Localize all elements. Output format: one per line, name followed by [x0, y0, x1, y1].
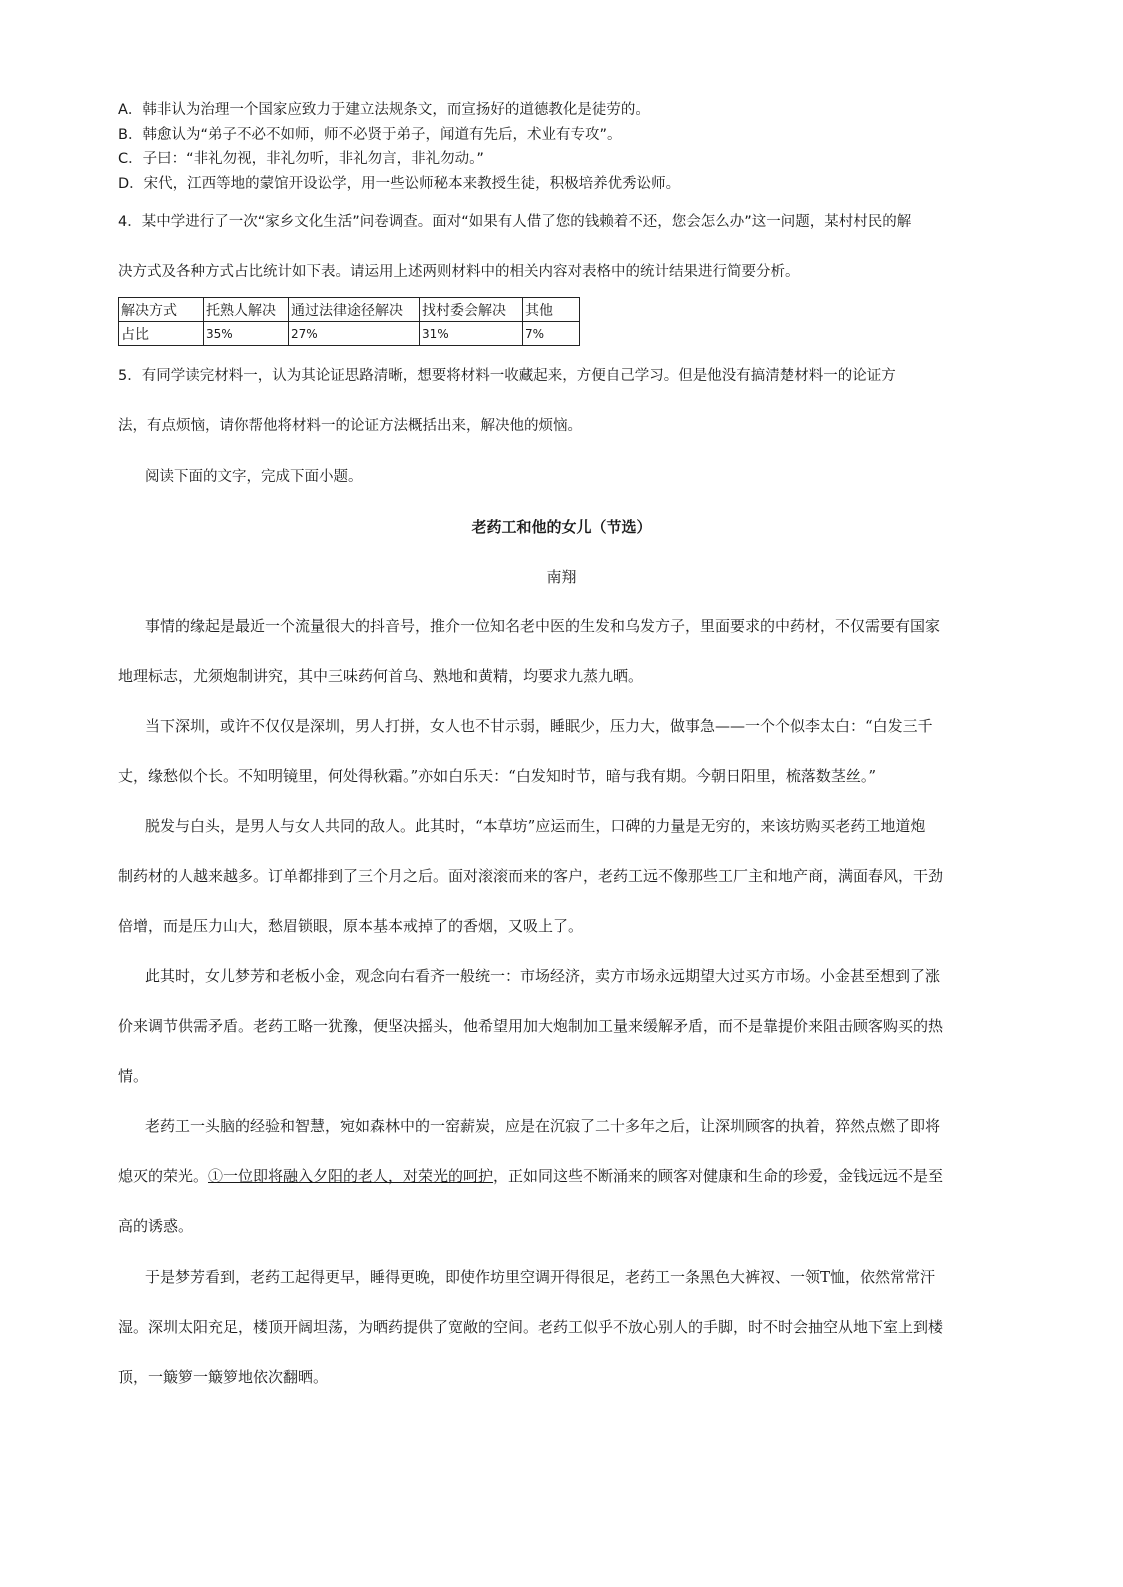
paragraph-3-line-2: 制药材的人越来越多。订单都排到了三个月之后。面对滚滚而来的客户，老药工远不像那些工厂主和地产商，满面春风，干劲 — [118, 867, 944, 885]
underlined-sentence-1: ①一位即将融入夕阳的老人，对荣光的呵护 — [208, 1167, 494, 1185]
paragraph-5-line-2 — [118, 1166, 943, 1186]
paragraph-1-line-2: 地理标志，尤须炮制讲究，其中三味药何首乌、熟地和黄精，均要求九蒸九晒。 — [118, 667, 644, 685]
article-title: 老药工和他的女儿（节选） — [471, 518, 652, 536]
paragraph-4-line-3: 情。 — [118, 1067, 149, 1085]
option-b: B．韩愈认为“弟子不必不如师，师不必贤于弟子，闻道有先后，术业有专攻”。 — [118, 127, 622, 143]
paragraph-6-line-2: 湿。深圳太阳充足，楼顶开阔坦荡，为晒药提供了宽敞的空间。老药工似乎不放心别人的手脚，时不时会抽空从地下室上到楼 — [118, 1318, 944, 1336]
paragraph-5-line-1: 老药工一头脑的经验和智慧，宛如森林中的一窑薪炭，应是在沉寂了二十多年之后，让深圳顾客的执着，猝然点燃了即将 — [145, 1117, 941, 1135]
table-header: 解决方式 — [119, 298, 204, 322]
paragraph-5-text: ，正如同这些不断涌来的顾客对健康和生命的珍爱，金钱远远不是至 — [493, 1167, 944, 1185]
paragraph-2-line-1: 当下深圳，或许不仅仅是深圳，男人打拼，女人也不甘示弱，睡眠少，压力大，做事急——一个个似李太白：“白发三千 — [145, 717, 933, 735]
table-cell: 7% — [523, 322, 580, 346]
paragraph-3-line-3: 倍增，而是压力山大，愁眉锁眼，原本基本戒掉了的香烟，又吸上了。 — [118, 917, 584, 935]
paragraph-3-line-1: 脱发与白头，是男人与女人共同的敌人。此其时，“本草坊”应运而生，口碑的力量是无穷的，来该坊购买老药工地道炮 — [145, 817, 926, 835]
paragraph-4-line-2: 价来调节供需矛盾。老药工略一犹豫，便坚决摇头，他希望用加大炮制加工量来缓解矛盾，而不是靠提价来阻击顾客购买的热 — [118, 1017, 944, 1035]
survey-table — [118, 297, 580, 346]
table-header: 其他 — [523, 298, 580, 322]
paragraph-2-line-2: 丈，缘愁似个长。不知明镜里，何处得秋霜。”亦如白乐天：“白发知时节，暗与我有期。今朝日阳里，梳落数茎丝。” — [118, 767, 877, 785]
table-row-label: 占比 — [119, 322, 204, 346]
paragraph-1-line-1: 事情的缘起是最近一个流量很大的抖音号，推介一位知名老中医的生发和乌发方子，里面要求的中药材，不仅需要有国家 — [145, 617, 941, 635]
table-header: 通过法律途径解决 — [289, 298, 420, 322]
question-4-line-2: 决方式及各种方式占比统计如下表。请运用上述两则材料中的相关内容对表格中的统计结果进行简要分析。 — [118, 264, 800, 280]
table-cell: 35% — [204, 322, 289, 346]
article-author: 南翔 — [546, 568, 577, 586]
table-row — [119, 322, 580, 346]
table-cell: 27% — [289, 322, 420, 346]
question-5-line-1: 5．有同学读完材料一，认为其论证思路清晰，想要将材料一收藏起来，方便自己学习。但是他没有搞清楚材料一的论证方 — [118, 368, 896, 384]
table-cell: 31% — [420, 322, 523, 346]
table-header: 托熟人解决 — [204, 298, 289, 322]
paragraph-6-line-3: 顶，一簸箩一簸箩地依次翻晒。 — [118, 1368, 329, 1386]
paragraph-6-line-1: 于是梦芳看到，老药工起得更早，睡得更晚，即使作坊里空调开得很足，老药工一条黑色大裤衩、一领T恤，依然常常汗 — [145, 1268, 936, 1286]
paragraph-4-line-1: 此其时，女儿梦芳和老板小金，观念向右看齐一般统一：市场经济，卖方市场永远期望大过买方市场。小金甚至想到了涨 — [145, 967, 941, 985]
question-5-line-2: 法，有点烦恼，请你帮他将材料一的论证方法概括出来，解决他的烦恼。 — [118, 418, 582, 434]
reading-instruction: 阅读下面的文字，完成下面小题。 — [145, 469, 363, 485]
question-4-line-1: 4．某中学进行了一次“家乡文化生活”问卷调查。面对“如果有人借了您的钱赖着不还，您会怎么办”这一问题，某村村民的解 — [118, 214, 912, 230]
table-header: 找村委会解决 — [420, 298, 523, 322]
option-c: C．子曰：“非礼勿视，非礼勿听，非礼勿言，非礼勿动。” — [118, 151, 484, 167]
paragraph-5-text: 熄灭的荣光。 — [118, 1167, 209, 1185]
paragraph-5-line-3: 高的诱惑。 — [118, 1217, 194, 1235]
option-d: D．宋代，江西等地的蒙馆开设讼学，用一些讼师秘本来教授生徒，积极培养优秀讼师。 — [118, 176, 681, 192]
option-a: A．韩非认为治理一个国家应致力于建立法规条文，而宣扬好的道德教化是徒劳的。 — [118, 102, 650, 118]
table-header-row — [119, 298, 580, 322]
